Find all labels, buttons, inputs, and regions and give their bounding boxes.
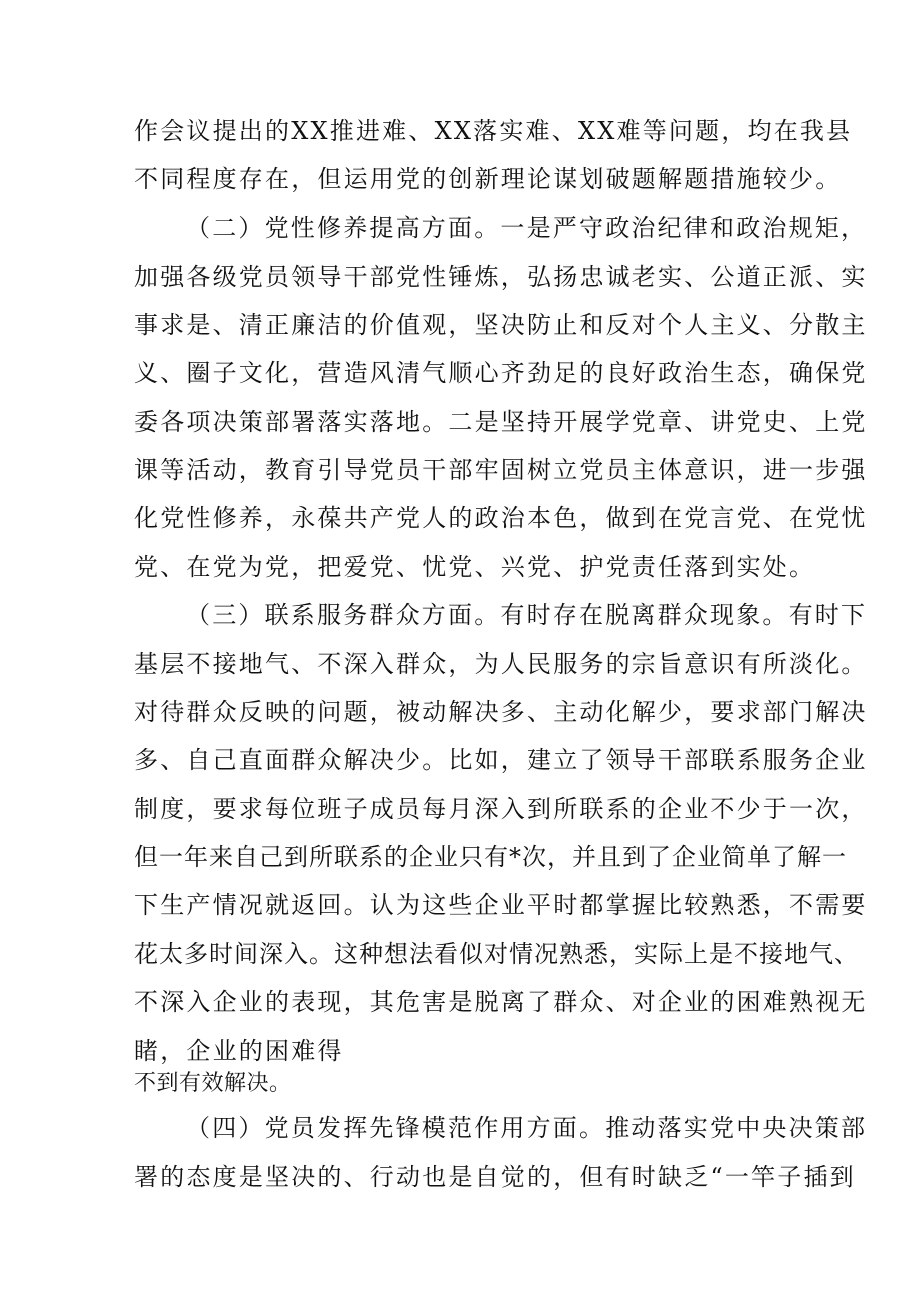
text-line: 义、圈子文化，营造风清气顺心齐劲足的良好政治生态，确保党: [134, 359, 868, 387]
section-heading-line: （四）党员发挥先锋模范作用方面。推动落实党中央决策部: [186, 1114, 868, 1142]
text-line: 但一年来自己到所联系的企业只有*次，并且到了企业简单了解一: [134, 843, 847, 871]
text-line: 花太多时间深入。这种想法看似对情况熟悉，实际上是不接地气、: [134, 940, 859, 968]
text-line: 署的态度是坚决的、行动也是自觉的，但有时缺乏“一竿子插到: [134, 1163, 856, 1191]
text-line: 不同程度存在，但运用党的创新理论谋划破题解题措施较少。: [134, 165, 842, 193]
section-heading-line: （二）党性修养提高方面。一是严守政治纪律和政治规矩，: [186, 214, 868, 242]
text-line: 课等活动，教育引导党员干部牢固树立党员主体意识，进一步强: [134, 456, 868, 484]
text-line: 基层不接地气、不深入群众，为人民服务的宗旨意识有所淡化。: [134, 650, 868, 678]
text-line: 加强各级党员领导干部党性锤炼，弘扬忠诚老实、公道正派、实: [134, 263, 868, 291]
text-line: 制度，要求每位班子成员每月深入到所联系的企业不少于一次，: [134, 795, 868, 823]
text-line: 不到有效解决。: [134, 1071, 292, 1096]
section-heading-line: （三）联系服务群众方面。有时存在脱离群众现象。有时下: [186, 601, 868, 629]
text-line: 多、自己直面群众解决少。比如，建立了领导干部联系服务企业: [134, 746, 868, 774]
text-line: 事求是、清正廉洁的价值观，坚决防止和反对个人主义、分散主: [134, 311, 868, 339]
text-line: 党、在党为党，把爱党、忧党、兴党、护党责任落到实处。: [134, 553, 816, 581]
text-line: 对待群众反映的问题，被动解决多、主动化解少，要求部门解决: [134, 698, 868, 726]
text-line: 化党性修养，永葆共产党人的政治本色，做到在党言党、在党忧: [134, 504, 868, 532]
text-line: 睹，企业的困难得: [134, 1037, 344, 1065]
text-line: 不深入企业的表现，其危害是脱离了群众、对企业的困难熟视无: [134, 988, 868, 1016]
text-line: 下生产情况就返回。认为这些企业平时都掌握比较熟悉，不需要: [134, 891, 868, 919]
text-line: 委各项决策部署落实落地。二是坚持开展学党章、讲党史、上党: [134, 408, 868, 436]
text-line: 作会议提出的XX推进难、XX落实难、XX难等问题，均在我县: [134, 117, 853, 145]
